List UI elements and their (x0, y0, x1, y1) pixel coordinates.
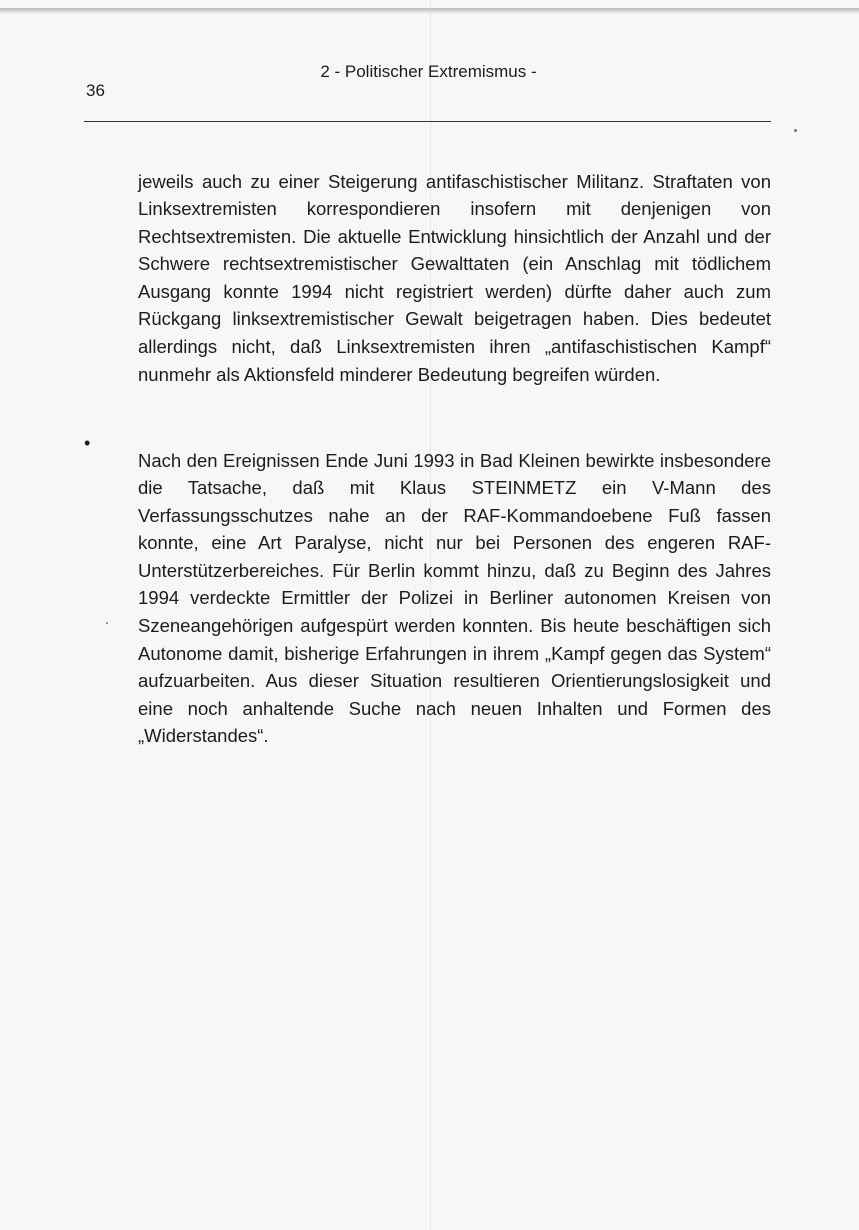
page-number: 36 (86, 81, 105, 100)
paragraph-2: Nach den Ereignissen Ende Juni 1993 in Bad Kleinen bewirkte insbesondere die Tatsache, daß mit Klaus STEINMETZ ein V-Mann des Verfassungsschutzes nahe an der RAF-Kommandoebene Fuß fassen konnte, eine Art Paralyse, nicht nur bei Personen des engeren RAF-Unterstützerbereiches. Für Berlin kommt hinzu, daß zu Beginn des Jahres 1994 verdeckte Ermittler der Polizei in Berliner autonomen Kreisen von Szeneangehörigen aufgespürt werden konnten. Bis heute beschäftigen sich Autonome damit, bisherige Erfahrungen in ihrem „Kampf gegen das System“ aufzuarbeiten. Aus dieser Situation resultieren Orientierungslosigkeit und eine noch anhaltende Suche nach neuen Inhalten und Formen des „Widerstandes“. (138, 449, 771, 747)
paragraph-1: jeweils auch zu einer Steigerung antifaschistischer Militanz. Straftaten von Linksextremisten korrespondieren insofern mit denjenigen von Rechtsextremisten. Die aktuelle Entwicklung hinsichtlich der Anzahl und der Schwere rechtsextremistischer Gewalttaten (ein Anschlag mit tödlichem Ausgang konnte 1994 nicht registriert werden) dürfte daher auch zum Rückgang linksextremistischer Gewalt beigetragen haben. Dies bedeutet allerdings nicht, daß Linksextremisten ihren „antifaschistischen Kampf“ nunmehr als Aktionsfeld minderer Bedeutung begreifen würden. (138, 170, 771, 385)
scan-speck (106, 622, 108, 624)
bullet-icon: • (84, 433, 91, 453)
running-header: 2 - Politischer Extremismus - (320, 62, 537, 81)
header-rule (84, 121, 771, 122)
scan-speck (794, 129, 797, 132)
